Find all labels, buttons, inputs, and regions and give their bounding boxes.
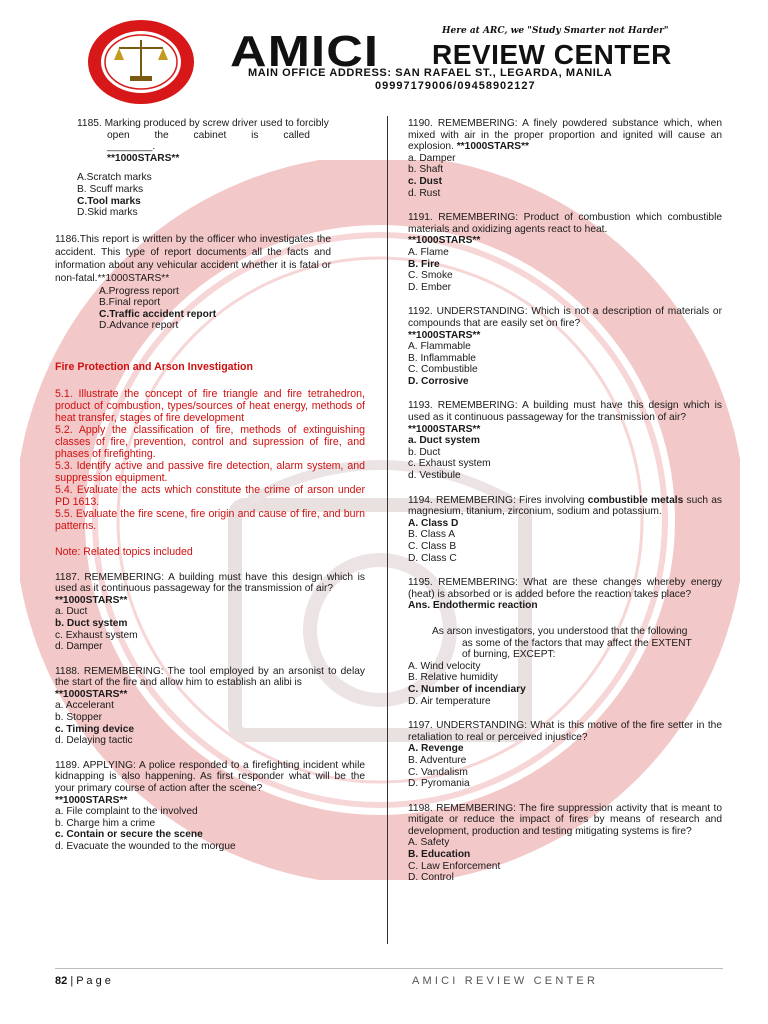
option-answer: C.Traffic accident report [99, 308, 217, 320]
question-1195 [408, 577, 722, 612]
option-answer: A. Class D [408, 517, 459, 529]
option: A. Flammable [408, 341, 471, 353]
option-answer: B. Education [408, 849, 471, 861]
option: d. Delaying tactic [55, 735, 133, 747]
question-1193 [408, 400, 722, 481]
options-1185 [55, 172, 365, 218]
option: b. Shaft [408, 164, 444, 176]
question-text: 1193. REMEMBERING: A building must have this design which is used as it continuous passageway for the transmission of air? [408, 400, 722, 424]
stars-tag: **1000STARS** [55, 688, 128, 700]
option: d. Vestibule [408, 470, 461, 482]
question-1194 [408, 495, 722, 565]
option: A.Scratch marks [77, 172, 152, 184]
option: a. File complaint to the involved [55, 806, 198, 818]
section-title: Fire Protection and Arson Investigation [55, 360, 253, 373]
option: A. Flame [408, 246, 449, 258]
objective: 5.1. Illustrate the concept of fire triangle and fire tetrahedron, product of combustion, types/sources of heat energy, methods of heat transfer, stages of fire development [55, 387, 365, 424]
option-answer: c. Dust [408, 175, 442, 187]
option-answer: c. Contain or secure the scene [55, 829, 203, 841]
footer-center-name: AMICI REVIEW CENTER [412, 975, 599, 987]
option: B. Class A [408, 529, 455, 541]
question-text: 1186.This report is written by the officer who investigates the accident. This type of report documents all the facts and information about any vehicular accident whether it is fatal or non-fatal.**1000STARS** [55, 233, 331, 285]
option: D.Advance report [99, 320, 179, 332]
page-number: 82 | P a g e [55, 975, 111, 987]
option: D.Skid marks [77, 207, 138, 219]
option-answer: A. Revenge [408, 743, 464, 755]
objective: 5.2. Apply the classification of fire, methods of extinguishing classes of fire, prevention, control and supression of fire, and phases of firefighting. [55, 423, 365, 460]
option: a. Damper [408, 152, 456, 164]
option: a. Duct [55, 606, 88, 618]
question-1191 [408, 212, 722, 293]
question-1198 [408, 803, 722, 884]
question-text: as some of the factors that may affect the EXTENT [462, 637, 692, 649]
question-text: of burning, EXCEPT: [462, 649, 556, 661]
question-text: As arson investigators, you understood that the following [432, 625, 688, 637]
question-text: 1191. REMEMBERING: Product of combustion which combustible materials and oxidizing agents react to heat. [408, 212, 722, 235]
question-text: 1189. APPLYING: A police responded to a firefighting incident while kidnapping is also happening. As first responder what will be the your primary course of action after the scene? [55, 759, 365, 795]
question-1196 [408, 626, 722, 707]
learning-objectives [55, 388, 365, 532]
phone-numbers: 09997179006/09458902127 [375, 80, 536, 92]
stars-tag: **1000STARS** [408, 423, 481, 435]
question-text: 1185. Marking produced by screw driver used to forcibly [77, 118, 329, 129]
objective: 5.5. Evaluate the fire scene, fire origin and cause of fire, and burn patterns. [55, 507, 365, 532]
objective: 5.3. Identify active and passive fire detection, alarm system, and suppression equipment. [55, 459, 365, 484]
option: D. Ember [408, 281, 452, 293]
office-address: MAIN OFFICE ADDRESS: SAN RAFAEL ST., LEGARDA, MANILA [248, 67, 613, 79]
stars-tag: **1000STARS** [55, 794, 128, 806]
question-text: open the cabinet is called ________. [107, 129, 310, 153]
option: D. Class C [408, 552, 457, 564]
answer: Ans. Endothermic reaction [408, 600, 538, 612]
question-1186 [55, 233, 365, 332]
question-1192 [408, 306, 722, 387]
option: D. Pyromania [408, 778, 470, 790]
option: C. Combustible [408, 364, 478, 376]
option-answer: c. Timing device [55, 723, 135, 735]
page-header [0, 0, 768, 110]
question-text: 1188. REMEMBERING: The tool employed by an arsonist to delay the start of the fire and allow him to establish an alibi is [55, 665, 365, 689]
option-answer: D. Corrosive [408, 375, 469, 387]
option: C. Vandalism [408, 766, 468, 778]
option: c. Exhaust system [408, 458, 491, 470]
question-1187 [55, 572, 365, 653]
question-1185 [55, 118, 365, 164]
option: A.Progress report [99, 285, 179, 297]
left-column [55, 118, 365, 866]
question-1190 [408, 118, 722, 199]
objective: 5.4. Evaluate the acts which constitute the crime of arson under PD 1613. [55, 483, 365, 508]
option: b. Duct [408, 446, 441, 458]
footer-rule [55, 968, 723, 969]
option: B. Relative humidity [408, 672, 499, 684]
amici-seal-logo [86, 18, 196, 106]
stars-tag: **1000STARS** [107, 152, 180, 164]
option: A. Safety [408, 837, 450, 849]
question-1197 [408, 720, 722, 790]
question-text: 1194. REMEMBERING: Fires involving combustible metals such as magnesium, titanium, zirconium, sodium and potassium. [408, 494, 722, 518]
question-text: 1187. REMEMBERING: A building must have this design which is used as it continuous passageway for the transmission of air? [55, 571, 365, 595]
option-answer: C. Number of incendiary [408, 683, 526, 695]
option: D. Control [408, 872, 454, 884]
option: d. Damper [55, 641, 103, 653]
question-text: 1197. UNDERSTANDING: What is this motive of the fire setter in the retaliation to real or perceived injustice? [408, 720, 722, 743]
option: b. Stopper [55, 712, 103, 724]
option: d. Evacuate the wounded to the morgue [55, 841, 236, 852]
option: C. Law Enforcement [408, 860, 501, 872]
option-answer: C.Tool marks [77, 195, 141, 207]
option: A. Wind velocity [408, 660, 481, 672]
question-1188 [55, 666, 365, 747]
question-1189 [55, 760, 365, 853]
question-text: 1195. REMEMBERING: What are these changes whereby energy (heat) is absorbed or is added before the reaction takes place? [408, 577, 722, 600]
brand-subtitle: REVIEW CENTER [432, 39, 672, 70]
option: C. Smoke [408, 270, 453, 282]
option: B. Scuff marks [77, 183, 144, 195]
brand-title: AMICI [230, 27, 380, 76]
question-text: 1192. UNDERSTANDING: Which is not a description of materials or compounds that are easily set on fire? [408, 306, 722, 329]
stars-tag: **1000STARS** [408, 235, 481, 247]
stars-tag: **1000STARS** [408, 329, 481, 341]
option: C. Class B [408, 541, 457, 552]
option: a. Accelerant [55, 700, 114, 712]
option-answer: B. Fire [408, 258, 440, 270]
column-divider [387, 116, 388, 944]
question-text: 1198. REMEMBERING: The fire suppression activity that is meant to mitigate or reduce the impact of fires by means of research and development, production and testing mitigating systems is fire? [408, 802, 722, 837]
right-column [408, 118, 722, 897]
tagline: Here at ARC, we "Study Smarter not Harder" [442, 26, 669, 36]
option: b. Charge him a crime [55, 817, 156, 829]
option: B. Inflammable [408, 352, 476, 364]
option-answer: b. Duct system [55, 617, 128, 629]
stars-tag: **1000STARS** [55, 594, 128, 606]
option: B.Final report [99, 297, 161, 309]
option: c. Exhaust system [55, 629, 138, 641]
option: D. Air temperature [408, 695, 491, 707]
option-answer: a. Duct system [408, 435, 480, 447]
question-text: 1190. REMEMBERING: A finely powdered substance which, when mixed with air in the proper proportion and ignited will cause an explosion. **1000STARS** [408, 118, 722, 153]
note: Note: Related topics included [55, 545, 193, 558]
option: B. Adventure [408, 754, 467, 766]
option: d. Rust [408, 187, 441, 199]
